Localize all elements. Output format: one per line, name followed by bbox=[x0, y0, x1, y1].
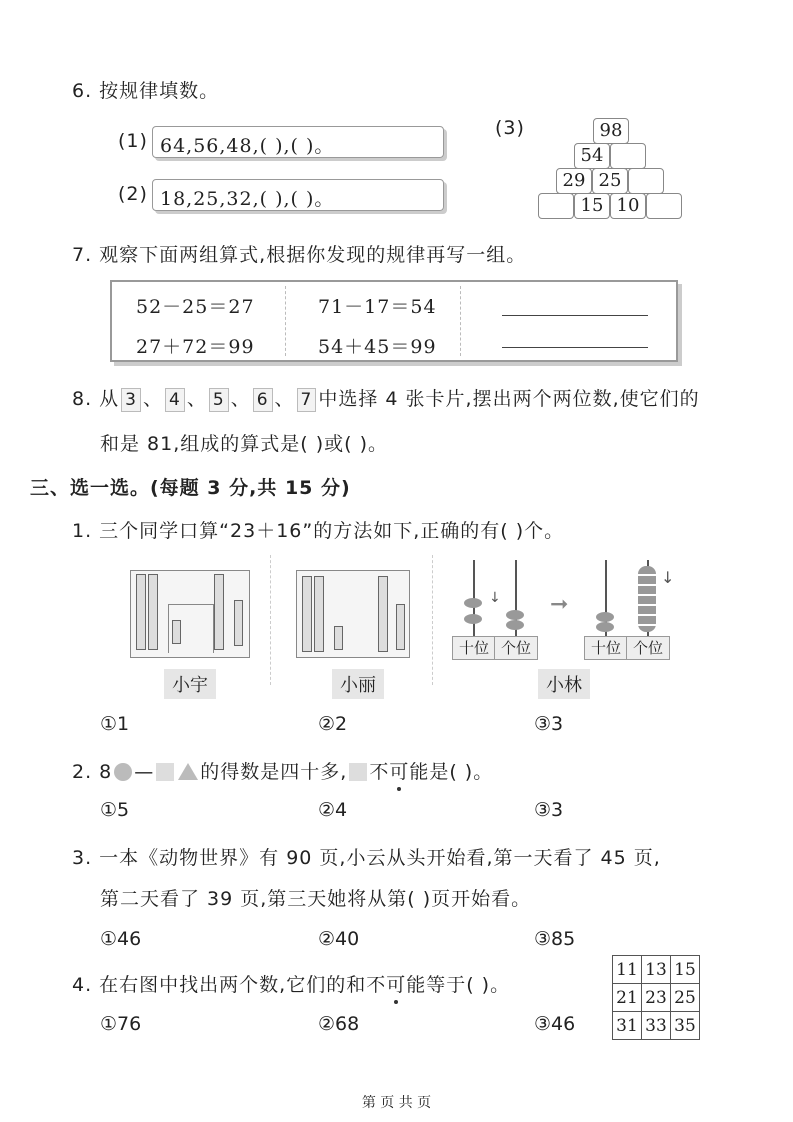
bead bbox=[464, 598, 482, 608]
q8-suffix: 中选择 4 张卡片,摆出两个两位数,使它们的 bbox=[318, 388, 700, 410]
ten-rod bbox=[136, 574, 146, 650]
pyramid-cell: 10 bbox=[610, 193, 646, 219]
pyramid-cell: 25 bbox=[592, 168, 628, 194]
q2-post: 的得数是四十多, bbox=[200, 761, 348, 783]
pyramid-cell[interactable] bbox=[646, 193, 682, 219]
place-value-label: 十位 bbox=[584, 636, 628, 660]
number-card: 3 bbox=[121, 388, 141, 412]
grid-cell: 21 bbox=[613, 984, 642, 1012]
down-arrow-icon: ↓ bbox=[489, 590, 501, 606]
grid-cell: 23 bbox=[642, 984, 671, 1012]
right-arrow-icon: ➞ bbox=[550, 592, 569, 617]
number-card: 7 bbox=[297, 388, 317, 412]
unit-cubes bbox=[334, 626, 343, 650]
equation: 54＋45＝99 bbox=[318, 336, 437, 358]
pyramid-cell: 54 bbox=[574, 143, 610, 169]
q4-post[interactable]: 等于( )。 bbox=[426, 974, 511, 996]
q2-tail[interactable]: 是( )。 bbox=[429, 761, 494, 783]
equation: 52－25＝27 bbox=[136, 296, 255, 318]
name-label: 小林 bbox=[538, 669, 590, 699]
grid-cell: 11 bbox=[613, 956, 642, 984]
grid-cell: 13 bbox=[642, 956, 671, 984]
emphasis-text: 不可能 bbox=[369, 761, 430, 783]
option[interactable]: ①46 bbox=[100, 928, 142, 950]
unit-cubes bbox=[172, 620, 181, 644]
s3q3-line1: 3. 一本《动物世界》有 90 页,小云从头开始看,第一天看了 45 页, bbox=[72, 847, 661, 869]
s3q1-text[interactable]: 1. 三个同学口算“23＋16”的方法如下,正确的有( )个。 bbox=[72, 520, 565, 542]
number-card: 4 bbox=[165, 388, 185, 412]
q7-box bbox=[110, 280, 678, 362]
pyramid-cell: 29 bbox=[556, 168, 592, 194]
s3q3-line2[interactable]: 第二天看了 39 页,第三天她将从第( )页开始看。 bbox=[100, 888, 532, 910]
bead-stack bbox=[638, 566, 656, 632]
ten-rod bbox=[378, 576, 388, 652]
bead bbox=[596, 622, 614, 632]
section3-title: 三、选一选。(每题 3 分,共 15 分) bbox=[30, 477, 351, 499]
option[interactable]: ②40 bbox=[318, 928, 360, 950]
circle-shape-icon bbox=[114, 763, 132, 781]
square-shape-icon bbox=[349, 763, 367, 781]
q8-line1 bbox=[72, 384, 700, 412]
s3q4-text bbox=[72, 970, 510, 997]
q8-prefix: 8. 从 bbox=[72, 388, 120, 410]
place-value-label: 个位 bbox=[494, 636, 538, 660]
place-value-label: 个位 bbox=[626, 636, 670, 660]
sep: 、 bbox=[186, 388, 207, 410]
option[interactable]: ②4 bbox=[318, 799, 348, 821]
option[interactable]: ①1 bbox=[100, 713, 130, 735]
grid-cell: 35 bbox=[671, 1012, 700, 1040]
q6-p2-seq[interactable]: 18,25,32,( ),( )。 bbox=[160, 188, 335, 210]
sep: 、 bbox=[143, 388, 164, 410]
grid-cell: 33 bbox=[642, 1012, 671, 1040]
option[interactable]: ①5 bbox=[100, 799, 130, 821]
option[interactable]: ①76 bbox=[100, 1013, 142, 1035]
number-grid bbox=[612, 955, 700, 1040]
q6-p3-label: (3) bbox=[495, 117, 525, 139]
divider bbox=[270, 555, 271, 685]
pyramid-cell: 15 bbox=[574, 193, 610, 219]
pyramid-cell[interactable] bbox=[610, 143, 646, 169]
option[interactable]: ③46 bbox=[534, 1013, 576, 1035]
q2-minus: — bbox=[134, 761, 155, 783]
divider bbox=[460, 286, 461, 356]
grid-cell: 31 bbox=[613, 1012, 642, 1040]
ten-rod bbox=[148, 574, 158, 650]
option[interactable]: ③3 bbox=[534, 799, 564, 821]
answer-line[interactable] bbox=[502, 315, 648, 316]
pyramid-cell[interactable] bbox=[628, 168, 664, 194]
equation: 71－17＝54 bbox=[318, 296, 437, 318]
q8-line2[interactable]: 和是 81,组成的算式是( )或( )。 bbox=[100, 433, 388, 455]
bead bbox=[506, 620, 524, 630]
option[interactable]: ③3 bbox=[534, 713, 564, 735]
q4-pre: 4. 在右图中找出两个数,它们的和 bbox=[72, 974, 367, 996]
name-label: 小丽 bbox=[332, 669, 384, 699]
q6-p2-label: (2) bbox=[118, 183, 148, 205]
bead bbox=[596, 612, 614, 622]
triangle-shape-icon bbox=[178, 763, 198, 780]
down-arrow-icon: ↓ bbox=[661, 568, 675, 587]
answer-line[interactable] bbox=[502, 347, 648, 348]
pyramid-cell: 98 bbox=[593, 118, 629, 144]
q2-pre: 2. 8 bbox=[72, 761, 113, 783]
number-card: 6 bbox=[253, 388, 273, 412]
bead bbox=[464, 614, 482, 624]
q6-title: 6. 按规律填数。 bbox=[72, 80, 220, 102]
q6-p1-seq[interactable]: 64,56,48,( ),( )。 bbox=[160, 135, 335, 157]
grid-cell: 15 bbox=[671, 956, 700, 984]
q7-title: 7. 观察下面两组算式,根据你发现的规律再写一组。 bbox=[72, 244, 527, 266]
name-label: 小宇 bbox=[164, 669, 216, 699]
bead bbox=[506, 610, 524, 620]
divider bbox=[432, 555, 433, 685]
equation: 27＋72＝99 bbox=[136, 336, 255, 358]
emphasis-text: 不可能 bbox=[366, 974, 427, 996]
option[interactable]: ③85 bbox=[534, 928, 576, 950]
pyramid-cell[interactable] bbox=[538, 193, 574, 219]
s3q2-text bbox=[72, 757, 493, 784]
page-footer: 第 页 共 页 bbox=[361, 1095, 432, 1111]
ten-rod bbox=[314, 576, 324, 652]
divider bbox=[285, 286, 286, 356]
place-value-label: 十位 bbox=[452, 636, 496, 660]
option[interactable]: ②68 bbox=[318, 1013, 360, 1035]
ten-rod bbox=[302, 576, 312, 652]
unit-cubes bbox=[396, 604, 405, 650]
number-card: 5 bbox=[209, 388, 229, 412]
ten-rod bbox=[214, 574, 224, 650]
q6-p1-label: (1) bbox=[118, 130, 148, 152]
sep: 、 bbox=[274, 388, 295, 410]
grid-cell: 25 bbox=[671, 984, 700, 1012]
square-shape-icon bbox=[156, 763, 174, 781]
option[interactable]: ②2 bbox=[318, 713, 348, 735]
unit-cubes bbox=[234, 600, 243, 646]
sep: 、 bbox=[230, 388, 251, 410]
